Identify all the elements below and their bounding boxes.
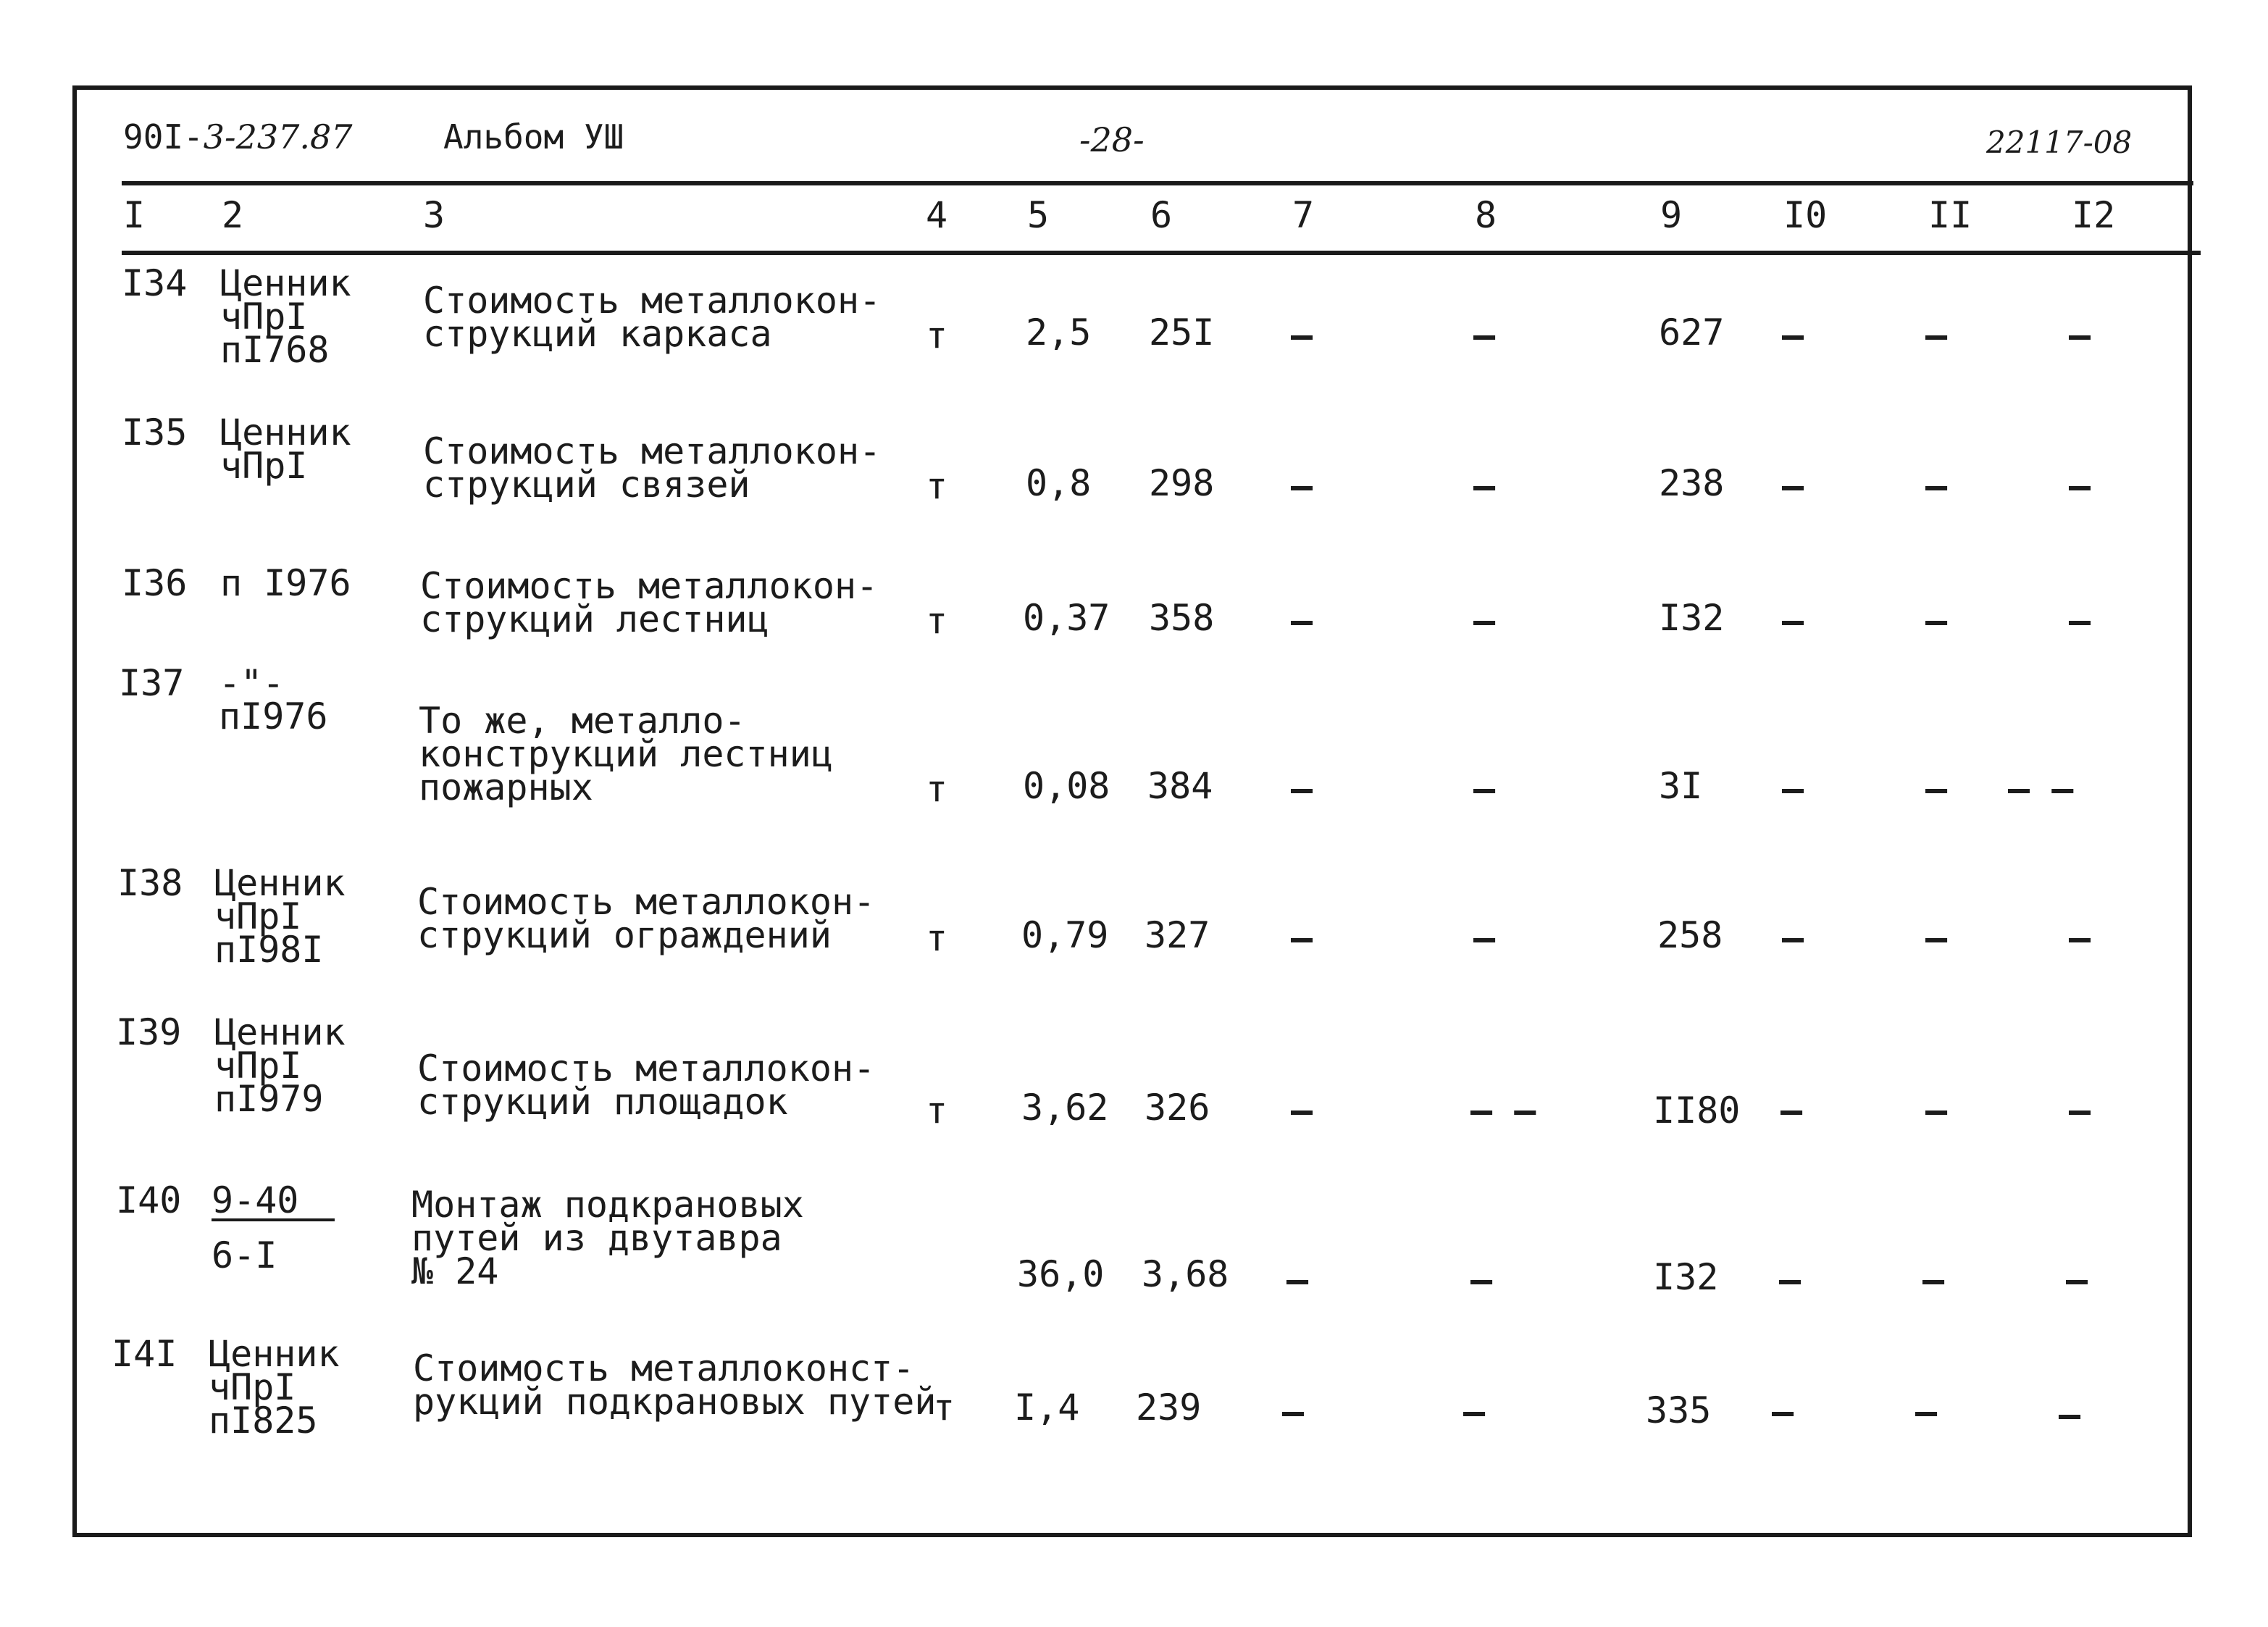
quantity: 3,62 [1021, 1087, 1109, 1129]
col-7: – [1291, 1089, 1313, 1132]
col-8: – [1473, 917, 1496, 959]
col-12: – [2069, 1089, 2091, 1132]
work-description: Монтаж подкрановых путей из двутавра № 24 [411, 1184, 804, 1292]
col-11: – [1925, 314, 1948, 356]
unit-price: 358 [1149, 597, 1215, 639]
row-number: I39 [116, 1011, 182, 1053]
unit: т [926, 917, 948, 959]
col-10: – [1782, 314, 1804, 356]
col-12: – [2069, 600, 2091, 642]
row-number: I4I [112, 1333, 177, 1375]
price-code: 9-40 6-I [212, 1184, 335, 1272]
col-8: – [1473, 314, 1496, 356]
col-7: – [1291, 768, 1313, 810]
col-12: – [2069, 917, 2091, 959]
col-7: – [1291, 465, 1313, 507]
quantity: 0,8 [1026, 462, 1092, 504]
col-7: – [1291, 314, 1313, 356]
col-11: – [1925, 465, 1948, 507]
total-cost: 335 [1646, 1389, 1712, 1431]
price-code: Ценник чПрI [220, 411, 351, 487]
col-8: – [1470, 1259, 1493, 1301]
col-num-8: 8 [1475, 194, 1497, 236]
unit-price: 3,68 [1142, 1253, 1229, 1295]
col-10: – [1782, 600, 1804, 642]
col-num-7: 7 [1292, 194, 1315, 236]
col-num-2: 2 [222, 194, 244, 236]
unit-price: 326 [1145, 1087, 1210, 1129]
col-10: – [1772, 1391, 1794, 1433]
col-11: – [1915, 1391, 1938, 1433]
quantity: 36,0 [1017, 1253, 1105, 1295]
price-code: п I976 [220, 562, 351, 604]
quantity: 0,08 [1023, 765, 1110, 807]
col-num-9: 9 [1660, 194, 1683, 236]
work-description: Стоимость металлокон- струкций площадок [417, 1047, 876, 1123]
col-11: – [1925, 768, 1948, 810]
work-description: Стоимость металлокон- струкций лестниц [420, 565, 879, 640]
col-num-6: 6 [1150, 194, 1173, 236]
col-10: – [1782, 768, 1804, 810]
unit: т [926, 465, 948, 507]
col-num-10: I0 [1783, 194, 1828, 236]
col-12: – [2069, 465, 2091, 507]
price-code: -"- пI976 [219, 662, 328, 737]
col-7: – [1291, 917, 1313, 959]
price-code: Ценник чПрI пI979 [214, 1011, 346, 1120]
col-7: – [1291, 600, 1313, 642]
total-cost: II80 [1653, 1089, 1741, 1132]
album-label: Альбом УШ [443, 117, 624, 156]
row-number: I38 [117, 862, 183, 904]
col-11: – [1922, 1259, 1945, 1301]
row-number: I36 [122, 562, 188, 604]
quantity: 0,79 [1021, 914, 1109, 956]
unit-price: 239 [1136, 1386, 1202, 1429]
col-num-1: I [123, 194, 146, 236]
col-12: – – [2008, 768, 2074, 810]
total-cost: I32 [1659, 597, 1725, 639]
row-number: I35 [122, 411, 188, 453]
col-11: – [1925, 917, 1948, 959]
col-12: – [2069, 314, 2091, 356]
total-cost: I32 [1653, 1256, 1719, 1298]
price-code: Ценник чПрI пI825 [209, 1333, 340, 1442]
col-num-4: 4 [926, 194, 948, 236]
col-10: – [1782, 917, 1804, 959]
col-8: – – [1470, 1089, 1536, 1132]
col-11: – [1925, 1089, 1948, 1132]
work-description: Стоимость металлоконст- рукций подкрановых путей [413, 1347, 937, 1423]
col-num-11: II [1928, 194, 1972, 236]
work-description: Стоимость металлокон- струкций ограждений [417, 881, 876, 956]
total-cost: 238 [1659, 462, 1725, 504]
col-11: – [1925, 600, 1948, 642]
unit: т [926, 768, 948, 810]
col-num-3: 3 [423, 194, 445, 236]
page-frame [72, 85, 2192, 1537]
header-rule [122, 181, 2193, 185]
col-12: – [2066, 1259, 2088, 1301]
row-number: I37 [119, 662, 185, 704]
col-num-5: 5 [1027, 194, 1050, 236]
unit-price: 25I [1149, 311, 1215, 354]
total-cost: 627 [1659, 311, 1725, 354]
doc-code-printed: 90I- [123, 117, 204, 156]
quantity: I,4 [1014, 1386, 1080, 1429]
page-number: -28- [1079, 120, 1145, 159]
unit-price: 298 [1149, 462, 1215, 504]
unit-price: 384 [1147, 765, 1213, 807]
doc-code-handwritten: 3-237.87 [203, 117, 353, 156]
total-cost: 3I [1659, 765, 1703, 807]
col-7: – [1282, 1391, 1305, 1433]
col-10: – [1782, 465, 1804, 507]
col-7: – [1286, 1259, 1309, 1301]
quantity: 0,37 [1023, 597, 1110, 639]
unit: т [926, 1089, 948, 1132]
total-cost: 258 [1657, 914, 1723, 956]
price-code: Ценник чПрI пI768 [220, 262, 351, 371]
unit: т [926, 314, 948, 356]
work-description: То же, металло- конструкций лестниц пожарных [419, 700, 833, 808]
unit-price: 327 [1145, 914, 1210, 956]
column-header-rule [122, 251, 2201, 255]
col-12: – [2059, 1394, 2081, 1436]
col-8: – [1473, 600, 1496, 642]
col-8: – [1463, 1391, 1486, 1433]
unit: т [926, 600, 948, 642]
row-number: I40 [116, 1179, 182, 1221]
col-num-12: I2 [2072, 194, 2116, 236]
col-8: – [1473, 465, 1496, 507]
price-code: Ценник чПрI пI98I [214, 862, 346, 971]
col-8: – [1473, 768, 1496, 810]
row-number: I34 [122, 262, 188, 304]
work-description: Стоимость металлокон- струкций каркаса [423, 280, 882, 355]
work-description: Стоимость металлокон- струкций связей [423, 430, 882, 506]
unit: т [933, 1386, 955, 1429]
registration-number: 22117-08 [1986, 125, 2133, 160]
col-10: – [1779, 1259, 1802, 1301]
quantity: 2,5 [1026, 311, 1092, 354]
doc-code [123, 117, 353, 156]
col-10: – [1780, 1089, 1803, 1132]
